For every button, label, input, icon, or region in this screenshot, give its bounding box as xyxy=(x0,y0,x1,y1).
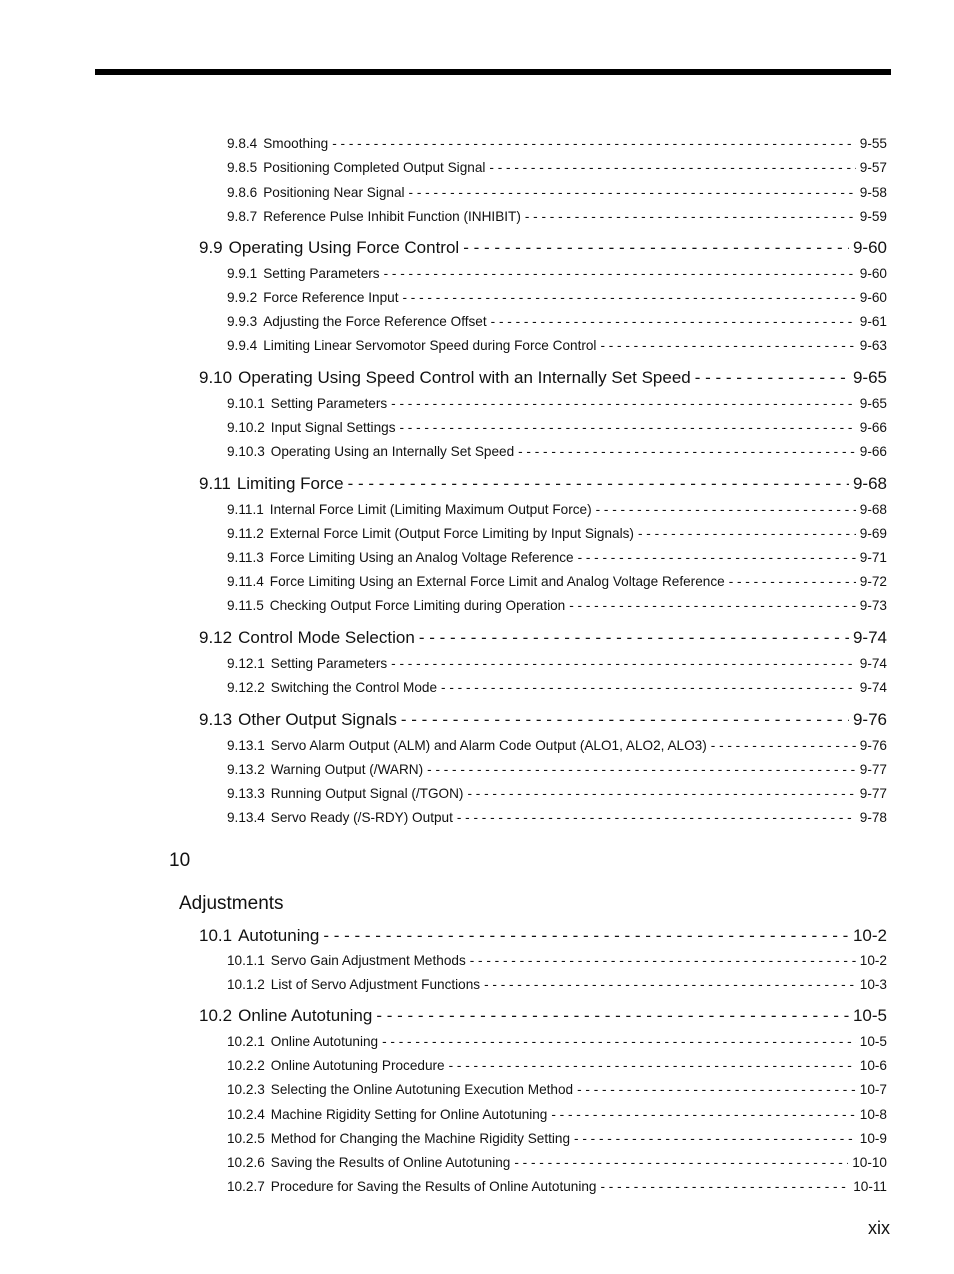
dot-leader xyxy=(489,160,855,175)
entry-number: 10.2.1 xyxy=(227,1034,265,1049)
entry-number: 9.13 xyxy=(199,710,233,729)
entry-number: 9.9.2 xyxy=(227,290,258,305)
entry-number: 9.11 xyxy=(199,474,231,493)
dot-leader xyxy=(409,185,856,200)
toc-subsection-entry[interactable] xyxy=(227,1058,887,1078)
dot-leader xyxy=(596,502,856,517)
toc-subsection-entry[interactable] xyxy=(227,266,887,286)
entry-title: Online Autotuning xyxy=(270,1034,379,1049)
dot-leader xyxy=(729,574,856,589)
dot-leader xyxy=(382,1034,856,1049)
toc-subsection-entry[interactable] xyxy=(227,185,887,205)
entry-title: Autotuning xyxy=(238,926,320,945)
toc-section-entry[interactable] xyxy=(199,1006,887,1030)
entry-number: 10.1 xyxy=(199,926,233,945)
entry-number: 9.9 xyxy=(199,238,223,257)
entry-page: 9-58 xyxy=(859,185,887,200)
dot-leader xyxy=(403,290,856,305)
dot-leader xyxy=(491,314,856,329)
entry-number: 9.10.3 xyxy=(227,444,265,459)
entry-title: Operating Using Force Control xyxy=(228,238,460,257)
entry-page: 9-77 xyxy=(859,786,887,801)
dot-leader xyxy=(569,598,856,613)
entry-title: Operating Using an Internally Set Speed xyxy=(270,444,515,459)
entry-page: 10-6 xyxy=(859,1058,887,1073)
dot-leader xyxy=(551,1107,855,1122)
entry-page: 9-74 xyxy=(852,628,887,647)
dot-leader xyxy=(470,953,856,968)
dot-leader xyxy=(376,1006,849,1026)
entry-title: Adjusting the Force Reference Offset xyxy=(263,314,487,329)
entry-number: 9.8.4 xyxy=(227,136,258,151)
dot-leader xyxy=(391,396,856,411)
entry-number: 9.9.3 xyxy=(227,314,258,329)
entry-number: 9.12.1 xyxy=(227,656,265,671)
entry-title: Internal Force Limit (Limiting Maximum Output Force) xyxy=(269,502,592,517)
entry-title: Input Signal Settings xyxy=(270,420,396,435)
dot-leader xyxy=(638,526,856,541)
dot-leader xyxy=(600,338,855,353)
dot-leader xyxy=(514,1155,848,1170)
entry-page: 9-72 xyxy=(859,574,887,589)
entry-page: 10-2 xyxy=(852,926,887,945)
page-number: xix xyxy=(868,1218,890,1238)
entry-number: 10.2.6 xyxy=(227,1155,265,1170)
dot-leader xyxy=(348,474,849,494)
dot-leader xyxy=(427,762,856,777)
entry-number: 9.10.2 xyxy=(227,420,265,435)
entry-page: 10-2 xyxy=(859,953,887,968)
entry-number: 9.13.2 xyxy=(227,762,265,777)
entry-number: 10.1.2 xyxy=(227,977,265,992)
entry-title: Setting Parameters xyxy=(263,266,380,281)
dot-leader xyxy=(601,1179,850,1194)
toc-subsection-entry[interactable] xyxy=(227,136,887,156)
dot-leader xyxy=(384,266,856,281)
dot-leader xyxy=(525,209,856,224)
toc-subsection-entry[interactable] xyxy=(227,1034,887,1054)
entry-page: 9-74 xyxy=(859,680,887,695)
entry-page: 10-10 xyxy=(852,1155,887,1170)
entry-title: Warning Output (/WARN) xyxy=(270,762,424,777)
chapter-number: 10 xyxy=(169,850,191,871)
dot-leader xyxy=(441,680,856,695)
entry-number: 10.2.7 xyxy=(227,1179,265,1194)
entry-title: Other Output Signals xyxy=(238,710,397,729)
chapter-title: Adjustments xyxy=(179,893,284,914)
toc-section-entry[interactable] xyxy=(199,628,887,652)
entry-title: Machine Rigidity Setting for Online Autotuning xyxy=(270,1107,548,1122)
entry-title: Servo Ready (/S-RDY) Output xyxy=(270,810,453,825)
dot-leader xyxy=(484,977,856,992)
entry-number: 10.2.4 xyxy=(227,1107,265,1122)
entry-title: Force Reference Input xyxy=(263,290,399,305)
toc-subsection-entry[interactable] xyxy=(227,160,887,180)
toc-subsection-entry[interactable] xyxy=(227,738,887,758)
entry-number: 10.2.5 xyxy=(227,1131,265,1146)
entry-number: 10.2.2 xyxy=(227,1058,265,1073)
entry-page: 9-68 xyxy=(852,474,887,493)
toc-section-entry[interactable] xyxy=(199,238,887,262)
dot-leader xyxy=(578,550,856,565)
toc-subsection-entry[interactable] xyxy=(227,762,887,782)
entry-number: 9.11.3 xyxy=(227,550,264,565)
entry-number: 9.11.1 xyxy=(227,502,264,517)
toc-subsection-entry[interactable] xyxy=(227,953,887,973)
entry-number: 9.11.2 xyxy=(227,526,264,541)
toc-subsection-entry[interactable] xyxy=(227,598,887,618)
entry-number: 9.8.7 xyxy=(227,209,258,224)
dot-leader xyxy=(711,738,856,753)
toc-subsection-entry[interactable] xyxy=(227,810,887,830)
toc-subsection-entry[interactable] xyxy=(227,396,887,416)
toc-section-entry[interactable] xyxy=(199,368,887,392)
entry-number: 10.2 xyxy=(199,1006,233,1025)
dot-leader xyxy=(577,1082,856,1097)
entry-page: 9-57 xyxy=(859,160,887,175)
entry-title: Positioning Completed Output Signal xyxy=(263,160,486,175)
entry-page: 9-60 xyxy=(859,290,887,305)
dot-leader xyxy=(449,1058,856,1073)
toc-subsection-entry[interactable] xyxy=(227,977,887,997)
entry-number: 9.13.4 xyxy=(227,810,265,825)
dot-leader xyxy=(419,628,849,648)
entry-page: 9-66 xyxy=(859,444,887,459)
entry-title: Checking Output Force Limiting during Operation xyxy=(269,598,566,613)
entry-page: 9-60 xyxy=(859,266,887,281)
entry-page: 10-9 xyxy=(859,1131,887,1146)
toc-subsection-entry[interactable] xyxy=(227,526,887,546)
toc-subsection-entry[interactable] xyxy=(227,209,887,229)
dot-leader xyxy=(463,238,849,258)
entry-number: 9.11.5 xyxy=(227,598,264,613)
entry-page: 9-76 xyxy=(852,710,887,729)
entry-number: 9.13.3 xyxy=(227,786,265,801)
top-rule xyxy=(95,69,891,75)
entry-page: 10-8 xyxy=(859,1107,887,1122)
toc-subsection-entry[interactable] xyxy=(227,338,887,358)
entry-title: Method for Changing the Machine Rigidity Setting xyxy=(270,1131,571,1146)
entry-page: 9-77 xyxy=(859,762,887,777)
toc-subsection-entry[interactable] xyxy=(227,420,887,440)
entry-page: 9-74 xyxy=(859,656,887,671)
toc-subsection-entry[interactable] xyxy=(227,786,887,806)
toc-subsection-entry[interactable] xyxy=(227,290,887,310)
entry-title: Control Mode Selection xyxy=(238,628,415,647)
entry-number: 10.2.3 xyxy=(227,1082,265,1097)
toc-subsection-entry[interactable] xyxy=(227,1155,887,1175)
entry-title: Operating Using Speed Control with an Internally Set Speed xyxy=(238,368,691,387)
dot-leader xyxy=(457,810,856,825)
entry-page: 9-60 xyxy=(852,238,887,257)
toc-section-entry[interactable] xyxy=(199,474,887,498)
entry-title: Running Output Signal (/TGON) xyxy=(270,786,464,801)
dot-leader xyxy=(467,786,855,801)
toc-subsection-entry[interactable] xyxy=(227,502,887,522)
entry-number: 9.9.4 xyxy=(227,338,258,353)
entry-page: 9-66 xyxy=(859,420,887,435)
entry-number: 9.12 xyxy=(199,628,233,647)
entry-number: 9.8.6 xyxy=(227,185,258,200)
entry-page: 9-63 xyxy=(859,338,887,353)
entry-page: 9-61 xyxy=(859,314,887,329)
entry-page: 9-76 xyxy=(859,738,887,753)
entry-page: 9-55 xyxy=(859,136,887,151)
dot-leader xyxy=(332,136,856,151)
entry-page: 9-68 xyxy=(859,502,887,517)
toc-subsection-entry[interactable] xyxy=(227,1131,887,1151)
entry-number: 9.10 xyxy=(199,368,233,387)
entry-title: Force Limiting Using an External Force Limit and Analog Voltage Reference xyxy=(269,574,725,589)
toc-subsection-entry[interactable] xyxy=(227,680,887,700)
entry-title: List of Servo Adjustment Functions xyxy=(270,977,481,992)
entry-title: Switching the Control Mode xyxy=(270,680,438,695)
entry-number: 9.10.1 xyxy=(227,396,265,411)
entry-title: Online Autotuning Procedure xyxy=(270,1058,445,1073)
toc-subsection-entry[interactable] xyxy=(227,1107,887,1127)
entry-page: 10-11 xyxy=(853,1179,887,1194)
dot-leader xyxy=(323,926,849,946)
toc-subsection-entry[interactable] xyxy=(227,1082,887,1102)
entry-title: Positioning Near Signal xyxy=(263,185,405,200)
entry-page: 10-3 xyxy=(859,977,887,992)
entry-title: Online Autotuning xyxy=(238,1006,373,1025)
entry-page: 9-73 xyxy=(859,598,887,613)
entry-number: 9.11.4 xyxy=(227,574,264,589)
toc-subsection-entry[interactable] xyxy=(227,550,887,570)
entry-title: Servo Gain Adjustment Methods xyxy=(270,953,466,968)
entry-page: 10-5 xyxy=(852,1006,887,1025)
entry-page: 9-59 xyxy=(859,209,887,224)
dot-leader xyxy=(400,420,856,435)
dot-leader xyxy=(518,444,856,459)
entry-page: 10-5 xyxy=(859,1034,887,1049)
entry-page: 9-65 xyxy=(859,396,887,411)
toc-subsection-entry[interactable] xyxy=(227,1179,887,1199)
entry-title: Limiting Force xyxy=(236,474,344,493)
entry-number: 9.13.1 xyxy=(227,738,265,753)
entry-title: Selecting the Online Autotuning Execution Method xyxy=(270,1082,574,1097)
entry-title: Limiting Linear Servomotor Speed during Force Control xyxy=(263,338,597,353)
dot-leader xyxy=(391,656,856,671)
entry-page: 9-78 xyxy=(859,810,887,825)
entry-number: 9.12.2 xyxy=(227,680,265,695)
entry-page: 9-71 xyxy=(859,550,887,565)
entry-page: 9-69 xyxy=(859,526,887,541)
dot-leader xyxy=(695,368,849,388)
entry-title: Saving the Results of Online Autotuning xyxy=(270,1155,511,1170)
entry-title: Reference Pulse Inhibit Function (INHIBIT) xyxy=(263,209,521,224)
entry-title: Procedure for Saving the Results of Online Autotuning xyxy=(270,1179,597,1194)
toc-subsection-entry[interactable] xyxy=(227,656,887,676)
toc-subsection-entry[interactable] xyxy=(227,574,887,594)
entry-number: 10.1.1 xyxy=(227,953,265,968)
entry-title: External Force Limit (Output Force Limiting by Input Signals) xyxy=(269,526,634,541)
entry-title: Force Limiting Using an Analog Voltage Reference xyxy=(269,550,574,565)
entry-title: Setting Parameters xyxy=(270,396,388,411)
dot-leader xyxy=(574,1131,856,1146)
entry-title: Smoothing xyxy=(263,136,329,151)
entry-title: Setting Parameters xyxy=(270,656,388,671)
dot-leader xyxy=(401,710,849,730)
entry-number: 9.9.1 xyxy=(227,266,258,281)
toc-section-entry[interactable] xyxy=(199,710,887,734)
entry-page: 10-7 xyxy=(859,1082,887,1097)
entry-page: 9-65 xyxy=(852,368,887,387)
toc-section-entry[interactable] xyxy=(199,926,887,950)
entry-number: 9.8.5 xyxy=(227,160,258,175)
entry-title: Servo Alarm Output (ALM) and Alarm Code Output (ALO1, ALO2, ALO3) xyxy=(270,738,707,753)
toc-subsection-entry[interactable] xyxy=(227,314,887,334)
toc-subsection-entry[interactable] xyxy=(227,444,887,464)
